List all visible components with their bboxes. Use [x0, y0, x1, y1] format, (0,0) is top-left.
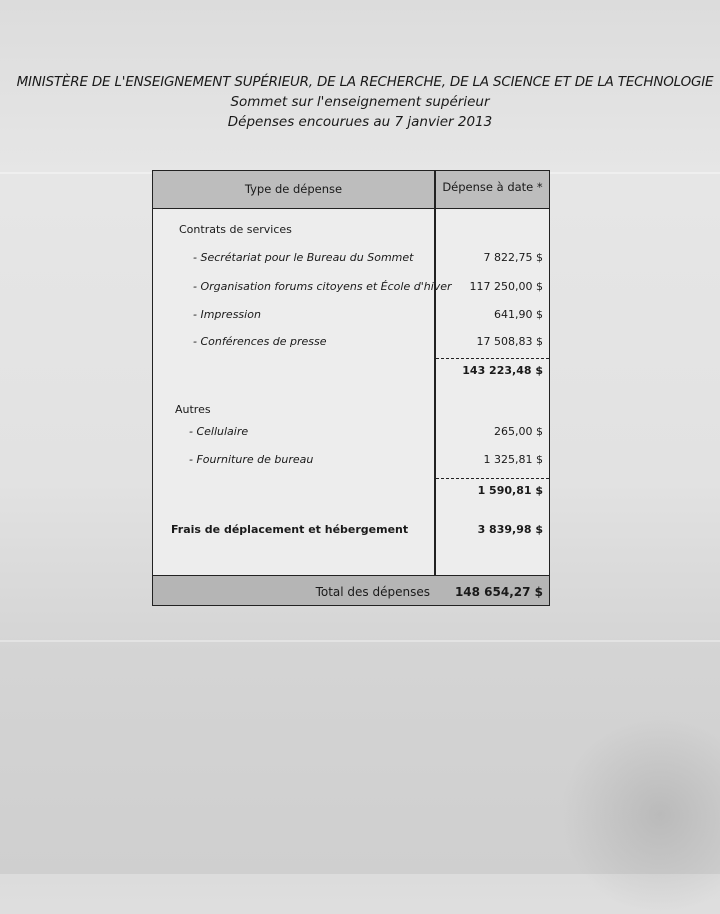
travel-label: Frais de déplacement et hébergement [171, 523, 409, 536]
row-amount: 17 508,83 $ [476, 335, 543, 348]
table-row [153, 251, 549, 269]
row-amount: 117 250,00 $ [469, 280, 543, 293]
travel-row [153, 523, 549, 541]
total-amount: 148 654,27 $ [454, 585, 543, 599]
row-amount: 265,00 $ [494, 425, 543, 438]
section-contrats [153, 223, 549, 241]
row-amount: 7 822,75 $ [483, 251, 543, 264]
ministry-title: MINISTÈRE DE L'ENSEIGNEMENT SUPÉRIEUR, DE LA RECHERCHE, DE LA SCIENCE ET DE LA TECHNOLOGIE [16, 74, 714, 90]
subtotal-amount: 1 590,81 $ [477, 484, 543, 497]
table-row [153, 280, 549, 298]
summit-title: Sommet sur l'enseignement supérieur [230, 94, 490, 110]
total-row [153, 575, 549, 605]
section-autres [153, 403, 549, 421]
subtotal-row [153, 364, 549, 382]
column-header-type: Type de dépense [244, 182, 343, 196]
row-label: - Cellulaire [189, 425, 249, 438]
table-row [153, 308, 549, 326]
document-header [0, 74, 720, 130]
expense-table [152, 170, 550, 606]
subtotal-amount: 143 223,48 $ [462, 364, 543, 377]
travel-amount: 3 839,98 $ [477, 523, 543, 536]
row-amount: 641,90 $ [494, 308, 543, 321]
row-label: - Secrétariat pour le Bureau du Sommet [193, 251, 414, 264]
column-header-amount: Dépense à date * [442, 180, 543, 194]
expense-date-title: Dépenses encourues au 7 janvier 2013 [227, 114, 493, 130]
row-label: - Impression [193, 308, 261, 321]
row-amount: 1 325,81 $ [483, 453, 543, 466]
shadow [560, 714, 720, 914]
row-label: - Conférences de presse [193, 335, 327, 348]
total-label: Total des dépenses [315, 585, 430, 599]
subtotal-row [153, 484, 549, 502]
subtotal-divider [436, 478, 549, 479]
section-title: Autres [175, 403, 211, 416]
row-label: - Organisation forums citoyens et École d'hiver [193, 280, 452, 293]
section-title: Contrats de services [179, 223, 292, 236]
table-row [153, 425, 549, 443]
table-header [153, 171, 549, 209]
subtotal-divider [436, 358, 549, 359]
paper-fold [0, 640, 720, 642]
row-label: - Fourniture de bureau [189, 453, 314, 466]
table-row [153, 453, 549, 471]
table-row [153, 335, 549, 353]
